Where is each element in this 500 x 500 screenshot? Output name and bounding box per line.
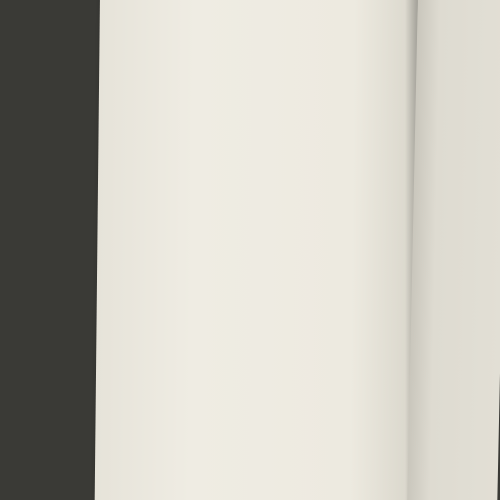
book-page-contents — [95, 0, 418, 500]
book-page-right — [407, 0, 500, 500]
chapter-list — [115, 96, 415, 99]
chapter-5-continued — [116, 0, 416, 1]
